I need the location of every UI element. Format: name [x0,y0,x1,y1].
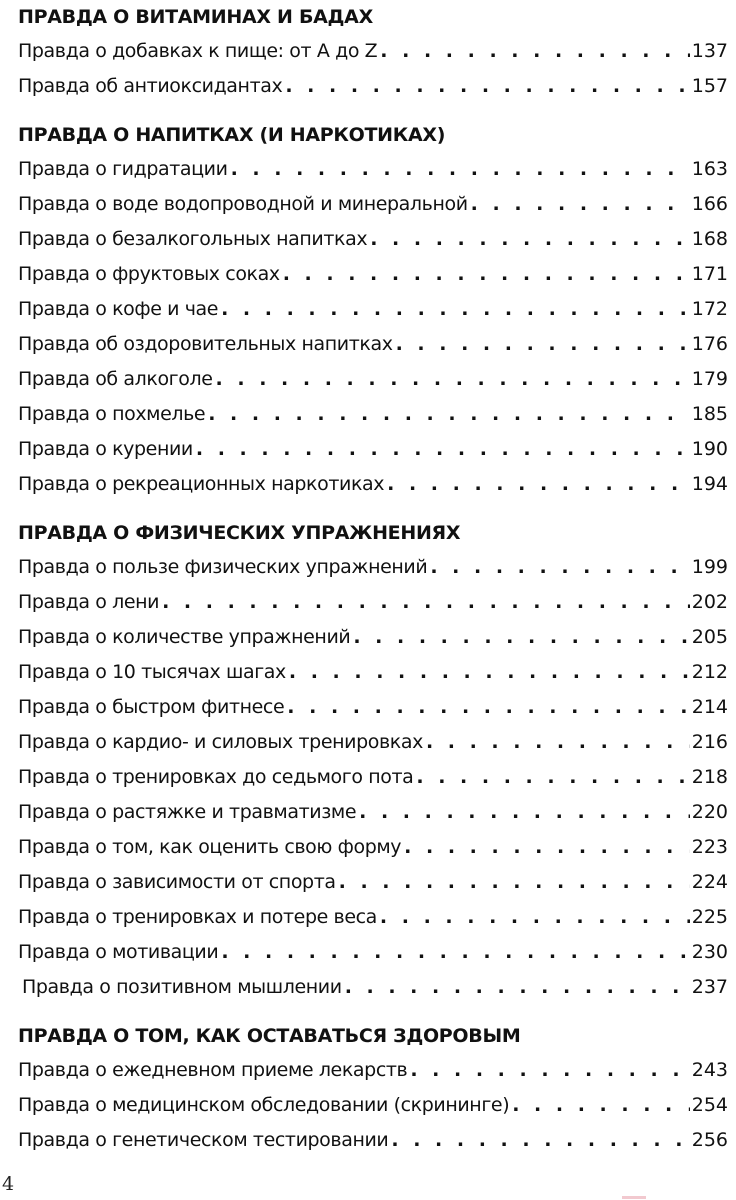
entry-title: Правда о 10 тысячах шагах [18,661,286,683]
entry-page: 220 [691,801,728,823]
dot-leader [283,257,690,292]
entry-page: 218 [691,766,728,788]
toc-entry [18,187,728,222]
entry-title: Правда о гидратации [18,158,228,180]
entry-title: Правда о рекреационных наркотиках [18,473,385,495]
toc-entry [18,690,728,725]
dot-leader [391,1123,689,1158]
entry-title: Правда о лени [18,591,160,613]
entry-page: 214 [691,696,728,718]
dot-leader [426,725,690,760]
section-title: ПРАВДА О НАПИТКАХ (И НАРКОТИКАХ) [18,124,446,146]
toc-section [18,516,728,1005]
entry-title: Правда об антиоксидантах [18,75,283,97]
toc-entry [18,1053,728,1088]
dot-leader [410,1053,689,1088]
toc-entry [18,152,728,187]
dot-leader [370,222,690,257]
entry-page: 176 [691,333,728,355]
toc-entry [18,467,728,502]
toc-entry [18,865,728,900]
toc-entry [18,620,728,655]
dot-leader [359,795,690,830]
entry-page: 137 [691,40,728,62]
toc-entry [18,222,728,257]
page-number: 4 [2,1173,15,1195]
dot-leader [221,292,690,327]
toc-entry [18,327,728,362]
entry-title: Правда о курении [18,438,193,460]
entry-page: 225 [691,906,728,928]
toc-entry [18,830,728,865]
dot-leader [287,690,689,725]
dot-leader [231,152,690,187]
entry-title: Правда о зависимости от спорта [18,871,336,893]
entry-title: Правда о генетическом тестировании [18,1129,389,1151]
section-title: ПРАВДА О ТОМ, КАК ОСТАВАТЬСЯ ЗДОРОВЫМ [18,1025,521,1047]
toc-entry [18,655,728,690]
entry-page: 202 [691,591,728,613]
entry-page: 216 [691,731,728,753]
entry-page: 212 [691,661,728,683]
entry-page: 157 [691,75,728,97]
entry-page: 171 [691,263,728,285]
entry-page: 199 [691,556,728,578]
entry-page: 168 [691,228,728,250]
toc-entry [18,257,728,292]
entry-page: 172 [691,298,728,320]
dot-leader [196,432,690,467]
dot-leader [387,467,690,502]
dot-leader [430,550,689,585]
entry-page: 237 [691,976,728,998]
dot-leader [353,620,689,655]
toc-entry [18,432,728,467]
dot-leader [208,397,690,432]
toc-entry [18,362,728,397]
entry-title: Правда о похмелье [18,403,206,425]
dot-leader [416,760,689,795]
entry-title: Правда о тренировках до седьмого пота [18,766,414,788]
toc-entry [18,292,728,327]
entry-page: 223 [691,836,728,858]
entry-title: Правда о мотивации [18,941,219,963]
dot-leader [339,865,690,900]
dot-leader [396,327,690,362]
dot-leader [404,830,690,865]
dot-leader [162,585,690,620]
entry-title: Правда о воде водопроводной и минеральной [18,193,468,215]
entry-page: 179 [691,368,728,390]
entry-title: Правда о медицинском обследовании (скрининге) [18,1094,510,1116]
dot-leader [345,970,690,1005]
entry-title: Правда об алкоголе [18,368,213,390]
dot-leader [380,34,689,69]
toc-entry [18,1088,728,1123]
dot-leader [216,362,690,397]
entry-title: Правда о фруктовых соках [18,263,280,285]
entry-title: Правда о быстром фитнесе [18,696,285,718]
entry-page: 254 [691,1094,728,1116]
toc-entry [18,795,728,830]
dot-leader [289,655,690,690]
toc-entry [18,69,728,104]
entry-title: Правда о ежедневном приеме лекарств [18,1059,408,1081]
toc-entry [18,900,728,935]
entry-title: Правда о растяжке и травматизме [18,801,357,823]
entry-title: Правда о безалкогольных напитках [18,228,368,250]
dot-leader [512,1088,690,1123]
toc-entry [18,397,728,432]
dot-leader [285,69,689,104]
dot-leader [221,935,689,970]
entry-title: Правда о количестве упражнений [18,626,351,648]
toc-entry [18,760,728,795]
entry-title: Правда о тренировках и потере веса [18,906,377,928]
entry-title: Правда о пользе физических упражнений [18,556,428,578]
toc-entry [18,935,728,970]
table-of-contents [18,0,728,1158]
toc-entry [18,1123,728,1158]
dot-leader [471,187,690,222]
dot-leader [380,900,690,935]
entry-title: Правда о том, как оценить свою форму [18,836,402,858]
toc-entry [18,550,728,585]
toc-entry [18,34,728,69]
entry-title: Правда о позитивном мышлении [22,976,342,998]
entry-title: Правда о кофе и чае [18,298,219,320]
entry-page: 163 [691,158,728,180]
entry-page: 194 [691,473,728,495]
toc-entry [18,725,728,760]
edge-mark [622,1196,646,1199]
entry-page: 230 [691,941,728,963]
entry-page: 190 [691,438,728,460]
entry-page: 205 [691,626,728,648]
section-title: ПРАВДА О ФИЗИЧЕСКИХ УПРАЖНЕНИЯХ [18,522,461,544]
toc-section [18,1019,728,1158]
toc-section [18,118,728,502]
entry-title: Правда о кардио- и силовых тренировках [18,731,423,753]
toc-entry [18,585,728,620]
entry-page: 243 [691,1059,728,1081]
toc-entry [18,970,728,1005]
entry-page: 224 [691,871,728,893]
section-title: ПРАВДА О ВИТАМИНАХ И БАДАХ [18,6,373,28]
toc-section [18,0,728,104]
entry-page: 185 [691,403,728,425]
entry-page: 166 [691,193,728,215]
entry-title: Правда о добавках к пище: от A до Z [18,40,378,62]
entry-page: 256 [691,1129,728,1151]
entry-title: Правда об оздоровительных напитках [18,333,393,355]
